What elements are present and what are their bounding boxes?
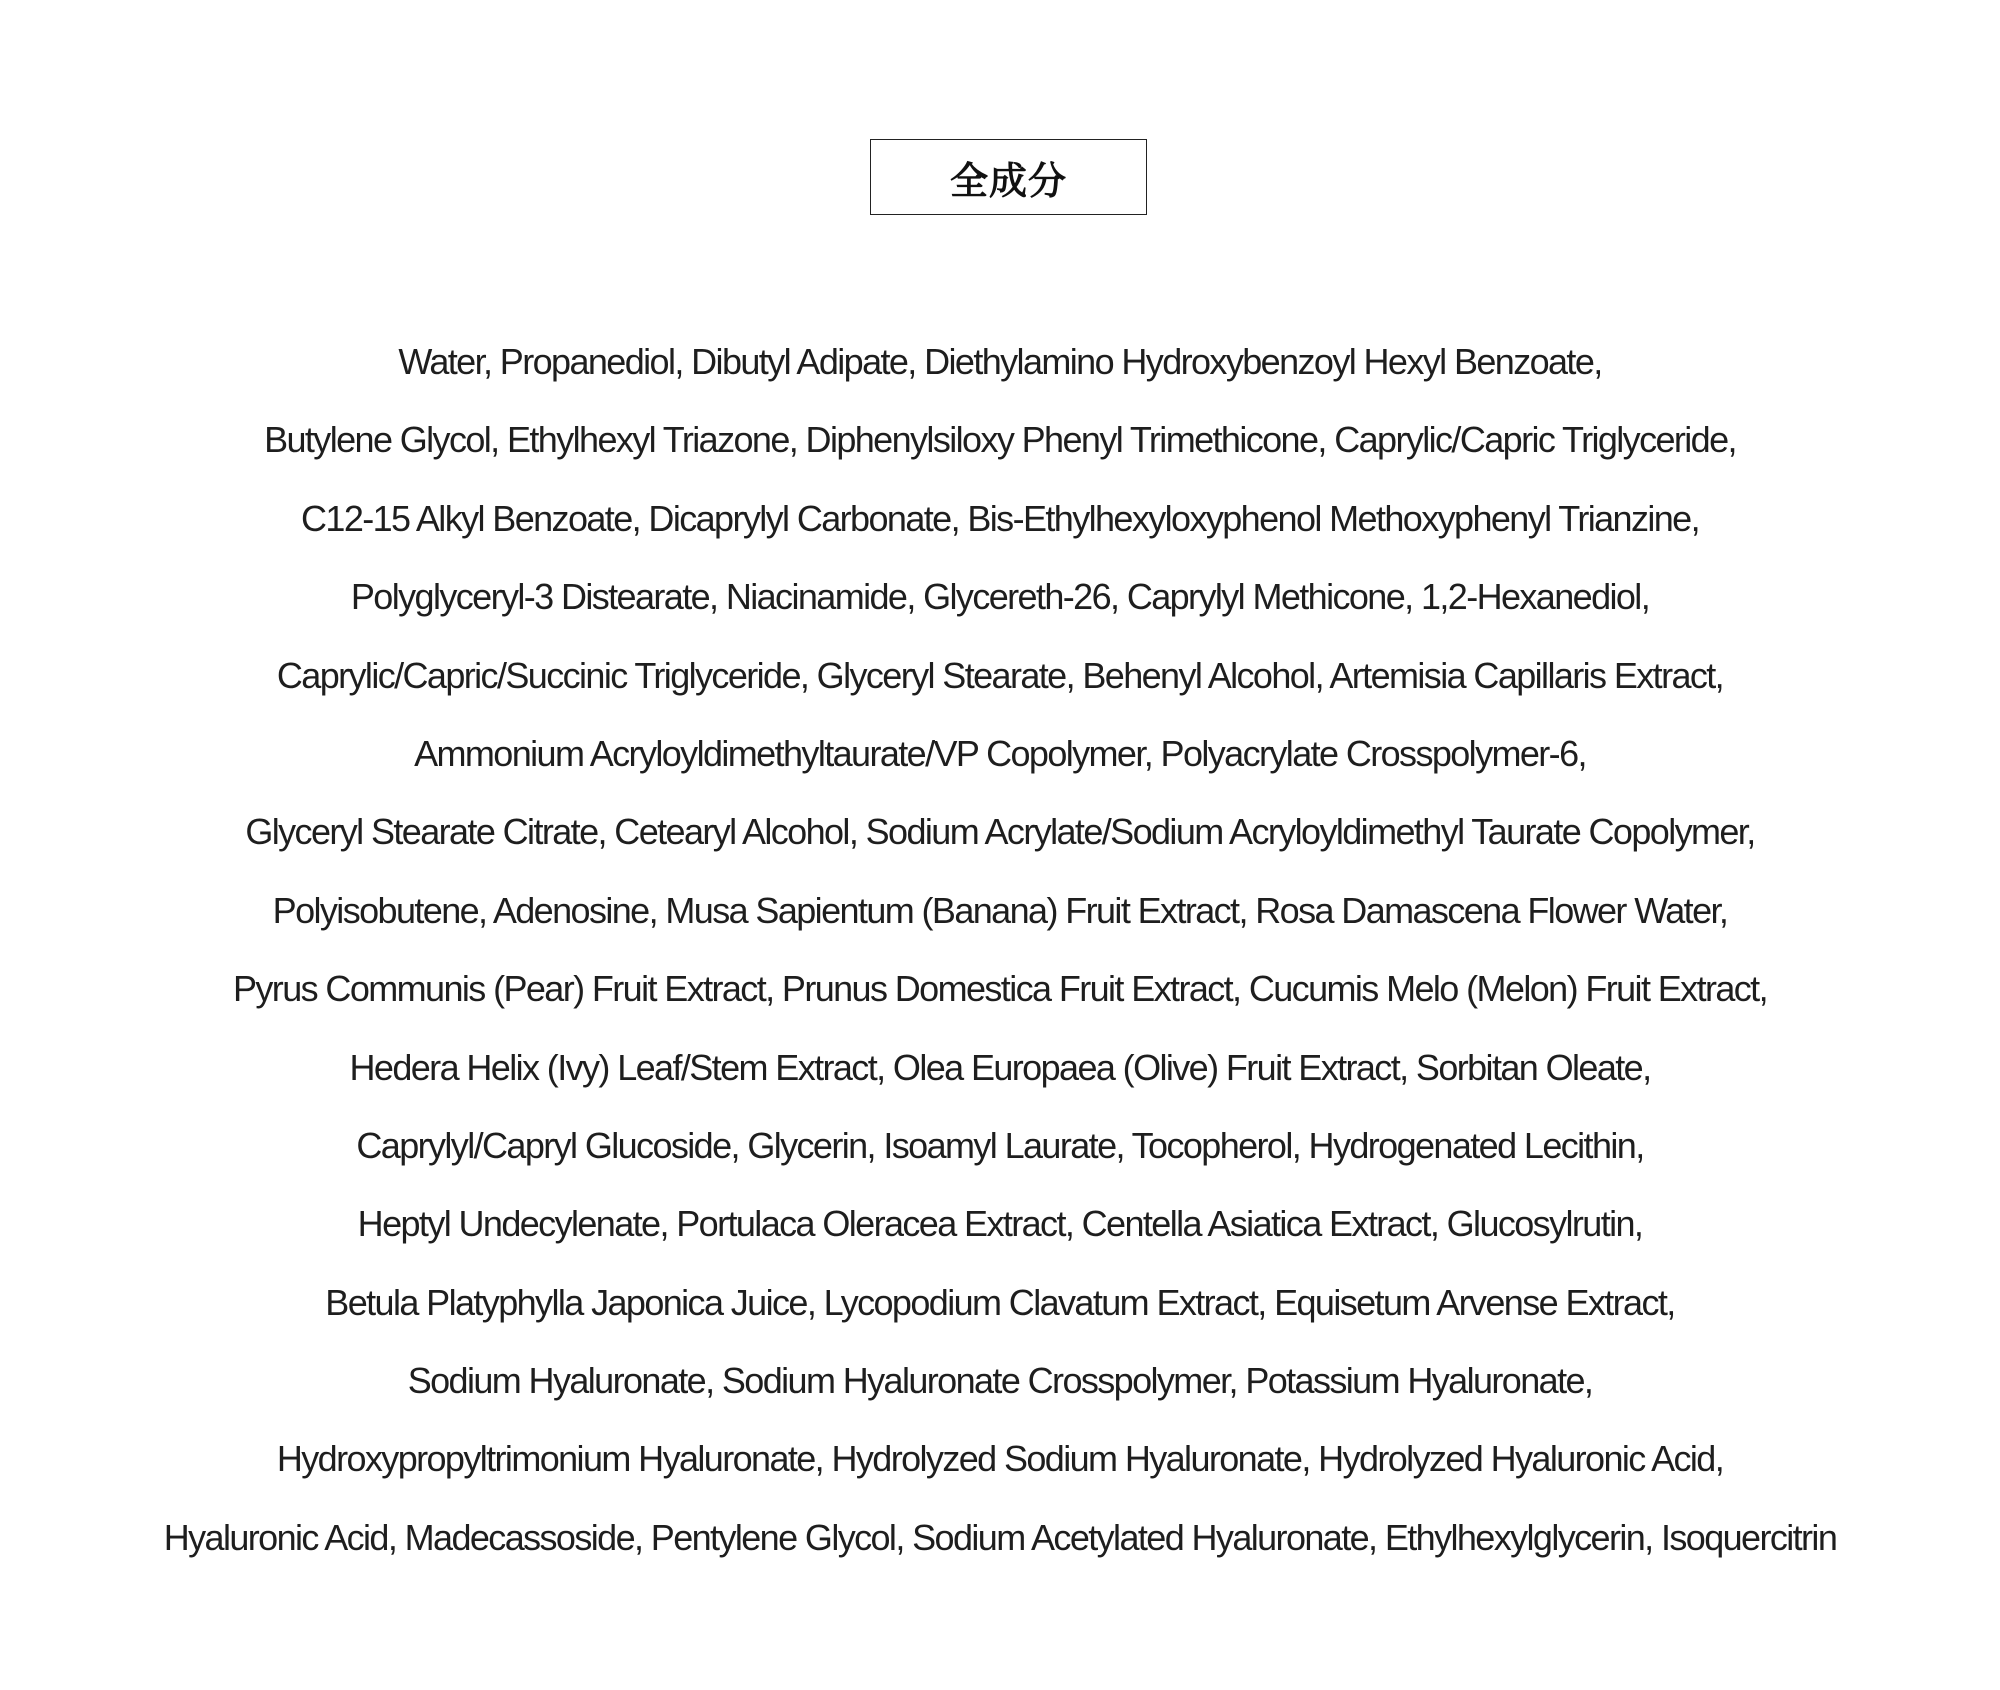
ingredient-list [0,330,2000,1584]
ingredient-line: Hedera Helix (Ivy) Leaf/Stem Extract, Olea Europaea (Olive) Fruit Extract, Sorbitan Oleate, [349,1046,1651,1088]
ingredient-line: Hydroxypropyltrimonium Hyaluronate, Hydrolyzed Sodium Hyaluronate, Hydrolyzed Hyaluronic Acid, [276,1438,1724,1480]
ingredient-line: Butylene Glycol, Ethylhexyl Triazone, Diphenylsiloxy Phenyl Trimethicone, Caprylic/Capric Triglyceride, [264,419,1736,461]
ingredient-line: Glyceryl Stearate Citrate, Cetearyl Alcohol, Sodium Acrylate/Sodium Acryloyldimethyl Taurate Copolymer, [245,811,1755,853]
ingredient-line: Betula Platyphylla Japonica Juice, Lycopodium Clavatum Extract, Equisetum Arvense Extract, [325,1281,1675,1323]
ingredient-line: Polyisobutene, Adenosine, Musa Sapientum (Banana) Fruit Extract, Rosa Damascena Flower Water, [272,889,1728,931]
ingredient-line: Caprylic/Capric/Succinic Triglyceride, Glyceryl Stearate, Behenyl Alcohol, Artemisia Capillaris Extract, [276,654,1724,696]
ingredient-line: Heptyl Undecylenate, Portulaca Oleracea Extract, Centella Asiatica Extract, Glucosylrutin, [357,1203,1643,1245]
title-box [870,139,1147,215]
ingredient-line: Sodium Hyaluronate, Sodium Hyaluronate Crosspolymer, Potassium Hyaluronate, [407,1360,1593,1402]
ingredient-line: C12-15 Alkyl Benzoate, Dicaprylyl Carbonate, Bis-Ethylhexyloxyphenol Methoxyphenyl Trianzine, [301,497,1699,539]
ingredient-line: Pyrus Communis (Pear) Fruit Extract, Prunus Domestica Fruit Extract, Cucumis Melo (Melon) Fruit Extract, [233,968,1767,1010]
ingredient-line: Caprylyl/Capryl Glucoside, Glycerin, Isoamyl Laurate, Tocopherol, Hydrogenated Lecithin, [356,1124,1644,1166]
ingredient-line: Ammonium Acryloyldimethyltaurate/VP Copolymer, Polyacrylate Crosspolymer-6, [414,732,1586,774]
page-title: 全成分 [949,158,1067,203]
ingredient-line: Polyglyceryl-3 Distearate, Niacinamide, Glycereth-26, Caprylyl Methicone, 1,2-Hexanediol, [350,576,1650,618]
ingredient-line: Hyaluronic Acid, Madecassoside, Pentylene Glycol, Sodium Acetylated Hyaluronate, Ethylhexylglycerin, Isoquercitrin [163,1516,1837,1558]
ingredient-line: Water, Propanediol, Dibutyl Adipate, Diethylamino Hydroxybenzoyl Hexyl Benzoate, [398,341,1602,382]
